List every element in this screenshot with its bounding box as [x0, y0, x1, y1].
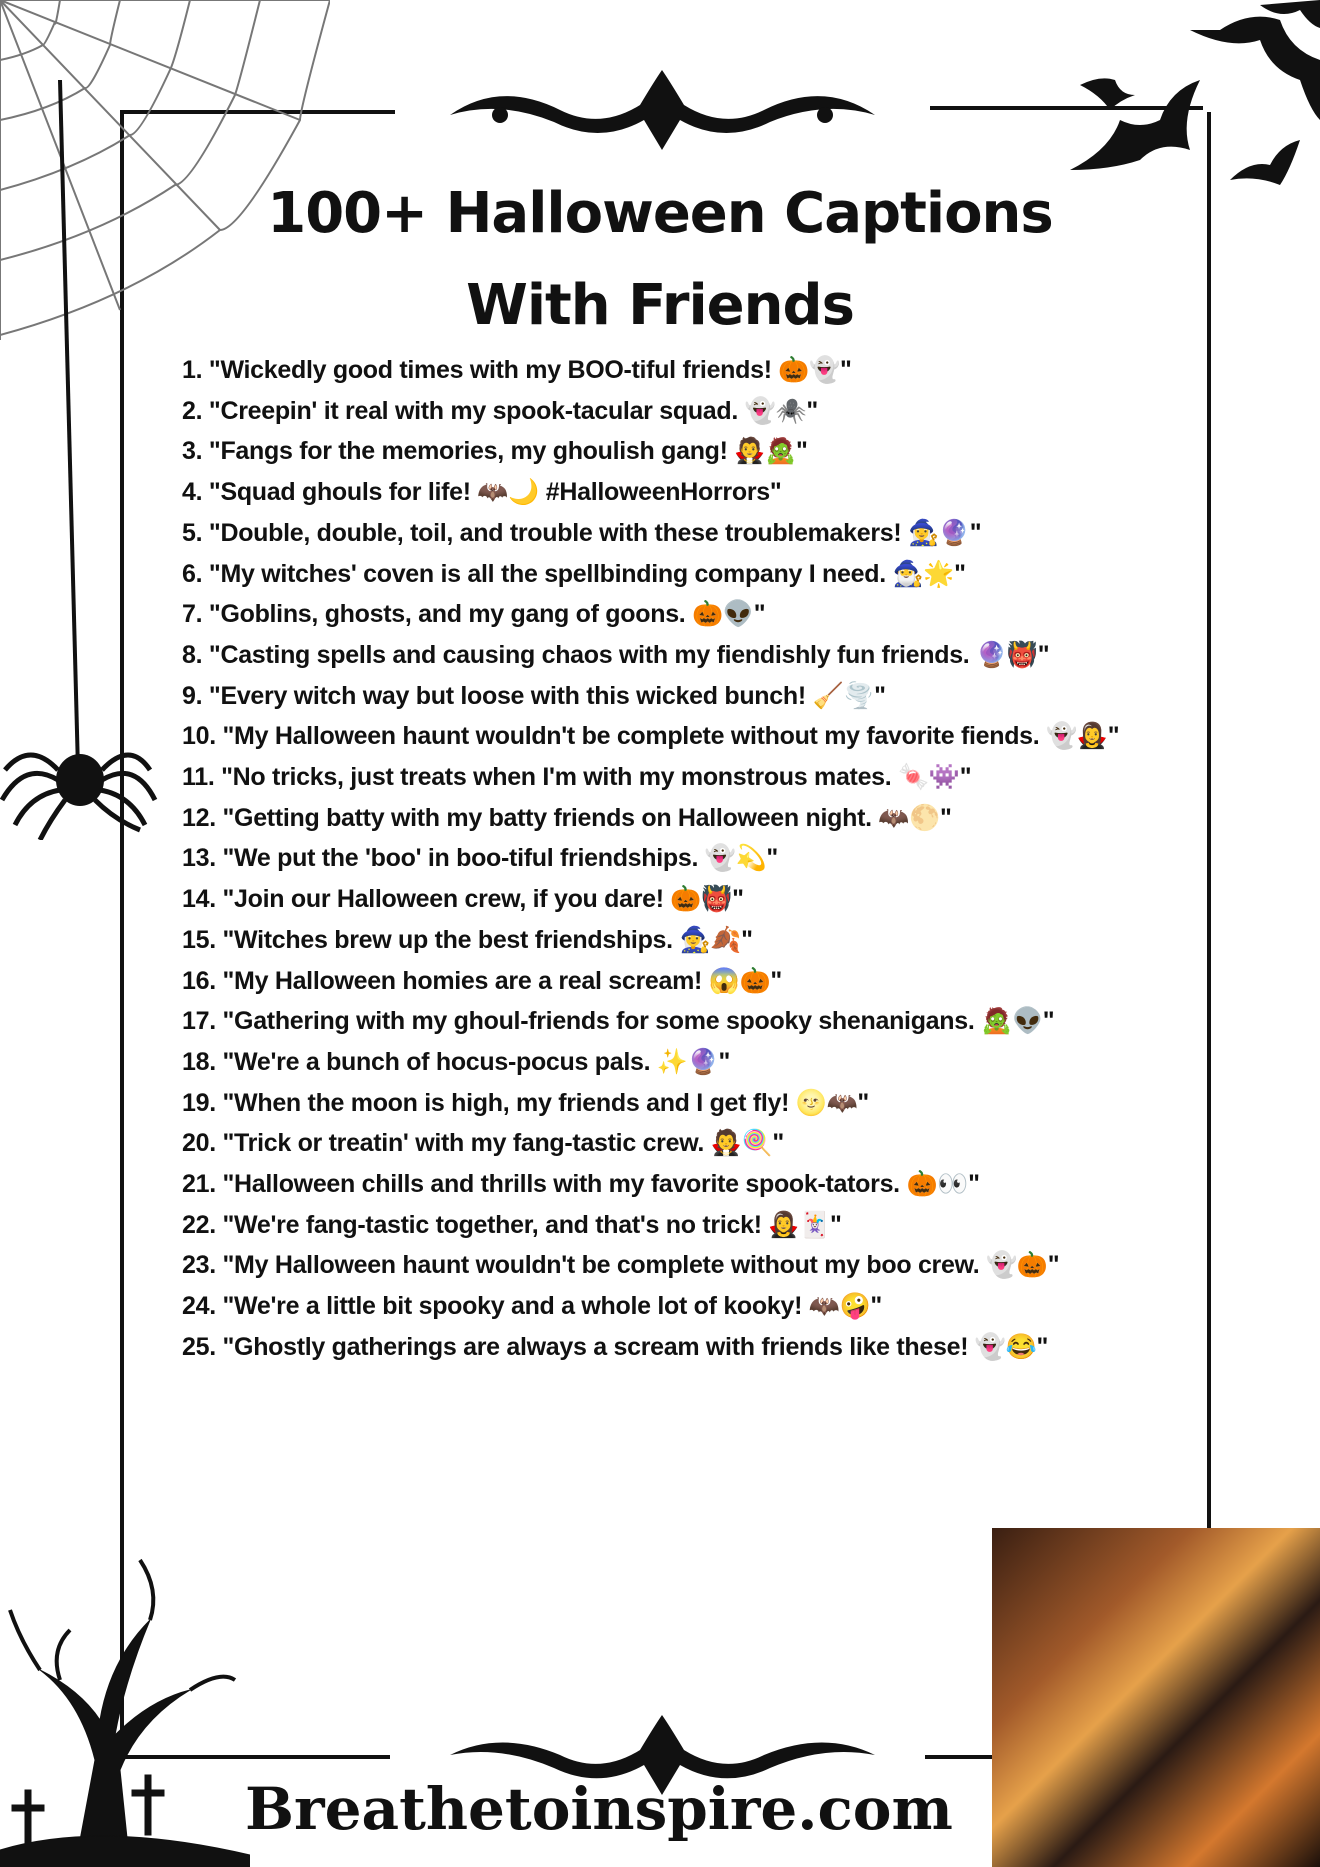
caption-item: 25. "Ghostly gatherings are always a scream with friends like these! 👻😂" — [182, 1332, 1049, 1361]
page-title — [0, 168, 1320, 352]
caption-item: 20. "Trick or treatin' with my fang-tastic crew. 🧛🍭" — [182, 1129, 784, 1158]
caption-item: 23. "My Halloween haunt wouldn't be complete without my boo crew. 👻🎃" — [182, 1251, 1060, 1280]
caption-item: 14. "Join our Halloween crew, if you dare! 🎃👹" — [182, 885, 744, 914]
caption-item: 16. "My Halloween homies are a real scream! 😱🎃" — [182, 966, 782, 995]
caption-item: 3. "Fangs for the memories, my ghoulish gang! 🧛🧟" — [182, 437, 808, 466]
caption-item: 2. "Creepin' it real with my spook-tacular squad. 👻🕷️" — [182, 396, 818, 425]
caption-item: 9. "Every witch way but loose with this wicked bunch! 🧹🌪️" — [182, 681, 886, 710]
title-line-1: 100+ Halloween Captions — [267, 181, 1053, 246]
caption-item: 18. "We're a bunch of hocus-pocus pals. ✨🔮" — [182, 1047, 731, 1076]
caption-item: 21. "Halloween chills and thrills with my favorite spook-tators. 🎃👀" — [182, 1170, 980, 1199]
caption-item: 8. "Casting spells and causing chaos with my fiendishly fun friends. 🔮👹" — [182, 640, 1050, 669]
caption-item: 19. "When the moon is high, my friends and I get fly! 🌝🦇" — [182, 1088, 869, 1117]
friends-photo — [992, 1528, 1320, 1867]
caption-list — [182, 350, 1187, 1368]
site-footer: Breathetoinspire.com — [245, 1775, 953, 1843]
caption-item: 15. "Witches brew up the best friendships. 🧙‍♀️🍂" — [182, 925, 753, 954]
caption-item: 22. "We're fang-tastic together, and that's no trick! 🧛‍♀️🃏" — [182, 1210, 842, 1239]
caption-item: 12. "Getting batty with my batty friends on Halloween night. 🦇🌕" — [182, 803, 952, 832]
caption-item: 1. "Wickedly good times with my BOO-tiful friends! 🎃👻" — [182, 356, 852, 384]
caption-item: 5. "Double, double, toil, and trouble with these troublemakers! 🧙‍♀️🔮" — [182, 518, 982, 547]
bottom-right-rule — [925, 1755, 995, 1759]
caption-item: 13. "We put the 'boo' in boo-tiful friendships. 👻💫" — [182, 844, 778, 873]
caption-item: 24. "We're a little bit spooky and a whole lot of kooky! 🦇🤪" — [182, 1292, 882, 1321]
dead-tree-icon — [0, 1520, 250, 1867]
caption-item: 17. "Gathering with my ghoul-friends for some spooky shenanigans. 🧟👽" — [182, 1007, 1055, 1036]
caption-item: 6. "My witches' coven is all the spellbinding company I need. 🧙‍♂️🌟" — [182, 559, 966, 588]
caption-item: 11. "No tricks, just treats when I'm with my monstrous mates. 🍬👾" — [182, 763, 972, 792]
top-ornament-icon — [440, 60, 885, 155]
caption-item: 7. "Goblins, ghosts, and my gang of goons. 🎃👽" — [182, 600, 766, 629]
title-line-2: With Friends — [466, 273, 854, 338]
caption-item: 10. "My Halloween haunt wouldn't be complete without my favorite fiends. 👻🧛‍♀️" — [182, 722, 1120, 751]
caption-item: 4. "Squad ghouls for life! 🦇🌙 #HalloweenHorrors" — [182, 478, 782, 507]
